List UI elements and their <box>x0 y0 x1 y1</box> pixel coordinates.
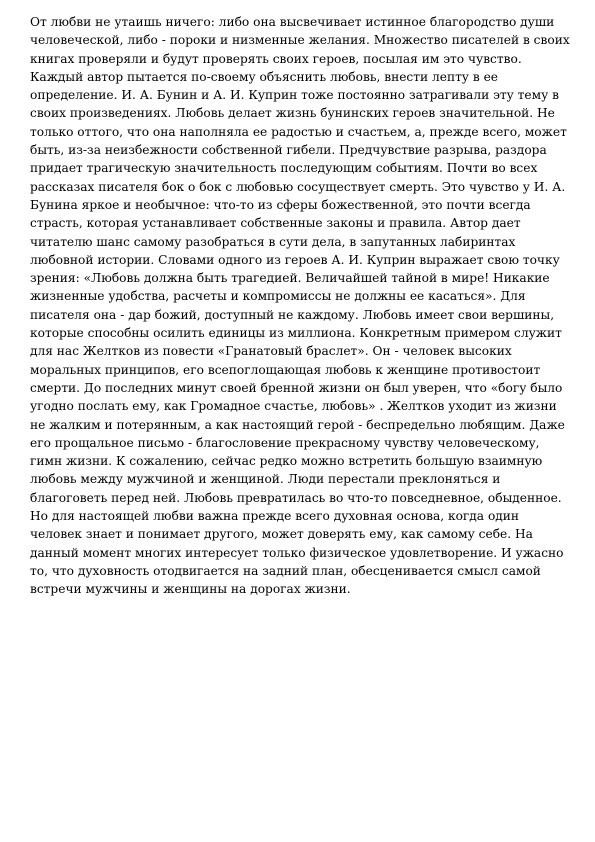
text-line: книгах проверяли и будут проверять своих героев, посылая им это чувство. <box>30 51 522 66</box>
text-line: встречи мужчины и женщины на дорогах жизни. <box>30 582 351 597</box>
text-line: Бунина яркое и необычное: что-то из сферы божественной, это почти всегда <box>30 197 531 212</box>
text-line: для нас Желтков из повести «Гранатовый браслет». Он - человек высоких <box>30 344 512 359</box>
text-line: быть, из-за неизбежности собственной гибели. Предчувствие разрыва, раздора <box>30 143 547 158</box>
text-line: гимн жизни. К сожалению, сейчас редко можно встретить большую взаимную <box>30 454 543 469</box>
text-line: зрения: «Любовь должна быть трагедией. Величайшей тайной в мире! Никакие <box>30 271 550 286</box>
text-line: человек знает и понимает другого, может доверять ему, как самому себе. На <box>30 527 533 542</box>
text-line: придает трагическую значительность последующим событиям. Почти во всех <box>30 161 538 176</box>
text-line: благоговеть перед ней. Любовь превратилась во что-то повседневное, обыденное. <box>30 490 562 505</box>
text-line: Но для настоящей любви важна прежде всего духовная основа, когда один <box>30 509 520 524</box>
text-line: рассказах писателя бок о бок с любовью сосуществует смерть. Это чувство у И. А. <box>30 179 566 194</box>
essay-paragraph <box>30 13 570 599</box>
text-line: моральных принципов, его всепоглощающая любовь к женщине противостоит <box>30 362 541 377</box>
text-line: жизненные удобства, расчеты и компромиссы не должны ее касаться». Для <box>30 289 526 304</box>
text-line: угодно послать ему, как Громадное счастье, любовь» . Желтков уходит из жизни <box>30 399 557 414</box>
text-line: страсть, которая устанавливает собственные законы и правила. Автор дает <box>30 216 521 231</box>
text-line: своих произведениях. Любовь делает жизнь бунинских героев значительной. Не <box>30 106 555 121</box>
text-line: только оттого, что она наполняла ее радостью и счастьем, а, прежде всего, может <box>30 124 567 139</box>
text-line: его прощальное письмо - благословение прекрасному чувству человеческому, <box>30 435 540 450</box>
text-line: не жалким и потерянным, а как настоящий герой - беспредельно любящим. Даже <box>30 417 565 432</box>
text-line: От любви не утаишь ничего: либо она высвечивает истинное благородство души <box>30 15 555 29</box>
text-line: человеческой, либо - пороки и низменные желания. Множество писателей в своих <box>30 33 570 48</box>
text-line: Каждый автор пытается по-своему объяснить любовь, внести лепту в ее <box>30 69 499 84</box>
text-line: любовь между мужчиной и женщиной. Люди перестали преклоняться и <box>30 472 501 487</box>
text-line: любовной истории. Словами одного из героев А. И. Куприн выражает свою точку <box>30 252 560 267</box>
text-line: определение. И. А. Бунин и А. И. Куприн тоже постоянно затрагивали эту тему в <box>30 88 560 103</box>
text-line: то, что духовность отодвигается на задний план, обесценивается смысл самой <box>30 563 541 578</box>
text-line: данный момент многих интересует только физическое удовлетворение. И ужасно <box>30 545 564 560</box>
text-line: смерти. До последних минут своей бренной жизни он был уверен, что «богу было <box>30 380 563 395</box>
text-line: которые способны осилить единицы из миллиона. Конкретным примером служит <box>30 326 562 341</box>
text-line: читателю шанс самому разобраться в сути дела, в запутанных лабиринтах <box>30 234 516 249</box>
text-line: писателя она - дар божий, доступный не каждому. Любовь имеет свои вершины, <box>30 307 555 322</box>
